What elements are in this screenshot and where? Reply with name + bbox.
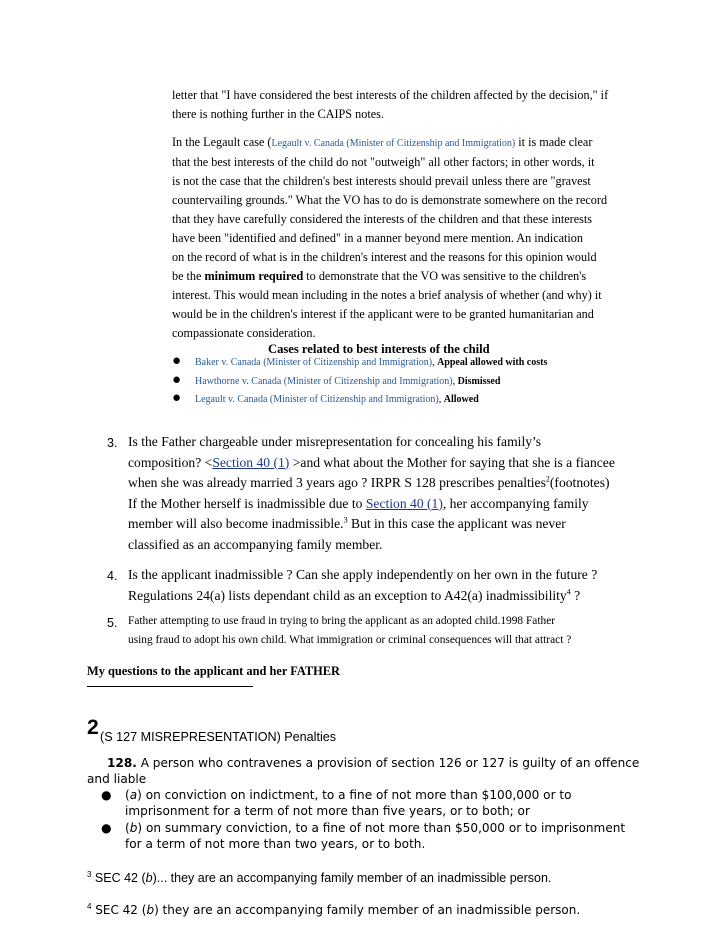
my-questions-heading: My questions to the applicant and her FATHER bbox=[87, 664, 341, 678]
footnote-separator bbox=[87, 686, 253, 687]
case-outcome: Allowed bbox=[443, 394, 479, 405]
text-line: Regulations 24(a) lists dependant child as an exception to A42(a) inadmissibility$^4$ ? bbox=[128, 586, 581, 603]
footnote-ref-4[interactable]: 4 bbox=[566, 586, 571, 596]
text-line: If the Mother herself is inadmissible due to Section 40 (1), her accompanying family bbox=[128, 495, 589, 511]
list-number: 4. bbox=[107, 569, 118, 583]
text-line: imprisonment for a term of not more than five years, or to both; or bbox=[125, 804, 530, 819]
text-line: interest. This would mean including in the notes a brief analysis of whether (and why) it bbox=[172, 288, 602, 302]
footnote-2 bbox=[87, 716, 337, 744]
legault-case-link-2[interactable]: Legault v. Canada (Minister of Citizenship and Immigration) bbox=[195, 394, 439, 405]
footnote-4: $^4$ SEC 42 (b) they are an accompanying family member of an inadmissible person. bbox=[87, 901, 581, 917]
text-line: letter that "I have considered the best interests of the children affected by the decision," if bbox=[172, 88, 609, 102]
legault-case-link[interactable]: Legault v. Canada (Minister of Citizenship and Immigration) bbox=[271, 138, 516, 149]
text-line: classified as an accompanying family member. bbox=[128, 536, 383, 552]
bullet-icon: ● bbox=[172, 390, 182, 406]
list-number: 5. bbox=[107, 616, 118, 630]
text-line: is not the case that the children's best interests should prevail unless there are "gravest bbox=[172, 174, 591, 188]
text-line: composition? <Section 40 (1) >and what about the Mother for saying that she is a fiancee bbox=[128, 454, 615, 470]
text-line: there is nothing further in the CAIPS notes. bbox=[172, 107, 384, 121]
bullet-icon: ● bbox=[101, 821, 112, 835]
section-128-text bbox=[87, 755, 647, 788]
text-line: In the Legault case (Legault v. Canada (Minister of Citizenship and Immigration) it is made clear bbox=[172, 135, 593, 149]
text-line: Is the applicant inadmissible ? Can she apply independently on her own in the future ? bbox=[128, 567, 598, 582]
text-line: that the best interests of the child do not "outweigh" all other factors; in other words, it bbox=[172, 155, 595, 169]
text-line: 128. A person who contravenes a provision of section 126 or 127 is guilty of an offence bbox=[107, 756, 640, 770]
bullet-icon: ● bbox=[101, 788, 112, 802]
bullet-icon: ● bbox=[172, 372, 182, 388]
text-line: be the minimum required to demonstrate that the VO was sensitive to the children's bbox=[172, 269, 587, 283]
intro-paragraph-tail bbox=[172, 86, 652, 124]
footnote-ref-3[interactable]: 3 bbox=[343, 515, 348, 525]
text-line: that they have carefully considered the interests of the children and that these interests bbox=[172, 212, 592, 226]
text-line: have been "identified and defined" in a manner beyond mere mention. An indication bbox=[172, 231, 583, 245]
footnote-caption: (S 127 MISREPRESENTATION) Penalties bbox=[100, 730, 337, 744]
text-line: when she was already married 3 years ago ? IRPR S 128 prescribes penalties$^2$(footnotes) bbox=[128, 474, 610, 490]
legault-paragraph bbox=[172, 133, 652, 343]
text-line: (b) on summary conviction, to a fine of not more than $50,000 or to imprisonment bbox=[125, 821, 626, 835]
text-line: would be in the children's interest if the applicant were to be granted humanitarian and bbox=[172, 307, 594, 321]
footnote-marker: 2 bbox=[87, 716, 99, 739]
text-line: countervailing grounds." What the VO has to do is demonstrate somewhere on the record bbox=[172, 193, 608, 207]
list-number: 3. bbox=[107, 436, 118, 450]
bullet-icon: ● bbox=[172, 353, 182, 369]
hawthorne-case-link[interactable]: Hawthorne v. Canada (Minister of Citizenship and Immigration) bbox=[195, 376, 453, 387]
footnote-ref-2[interactable]: 2 bbox=[545, 474, 550, 484]
baker-case-link[interactable]: Baker v. Canada (Minister of Citizenship and Immigration) bbox=[195, 357, 433, 368]
text-line: compassionate consideration. bbox=[172, 326, 316, 340]
text-line: and liable bbox=[87, 772, 147, 787]
minimum-required-emphasis: minimum required bbox=[204, 269, 304, 283]
text-line: on the record of what is in the children's interest and the reasons for this opinion would bbox=[172, 250, 597, 264]
text-line: member will also become inadmissible.$^3$ But in this case the applicant was never bbox=[128, 515, 566, 531]
footnote-3: $^3$ SEC 42 (b)... they are an accompanying family member of an inadmissible person. bbox=[87, 869, 552, 885]
section-number: 128. bbox=[107, 756, 137, 770]
section-40-1-link-2[interactable]: Section 40 (1) bbox=[365, 495, 443, 511]
text-line: (a) on conviction on indictment, to a fine of not more than $100,000 or to bbox=[125, 788, 572, 802]
text-line: Father attempting to use fraud in trying to bring the applicant as an adopted child.1998 Father bbox=[128, 615, 556, 627]
text-line: for a term of not more than two years, or to both. bbox=[125, 837, 426, 852]
text-line: Is the Father chargeable under misrepresentation for concealing his family’s bbox=[128, 434, 542, 449]
case-outcome: Dismissed bbox=[457, 376, 501, 387]
text-line: using fraud to adopt his own child. What immigration or criminal consequences will that attract ? bbox=[128, 634, 572, 646]
case-outcome: Appeal allowed with costs bbox=[437, 357, 548, 368]
section-40-1-link[interactable]: Section 40 (1) bbox=[212, 454, 290, 470]
cases-heading: Cases related to best interests of the child bbox=[268, 342, 490, 356]
